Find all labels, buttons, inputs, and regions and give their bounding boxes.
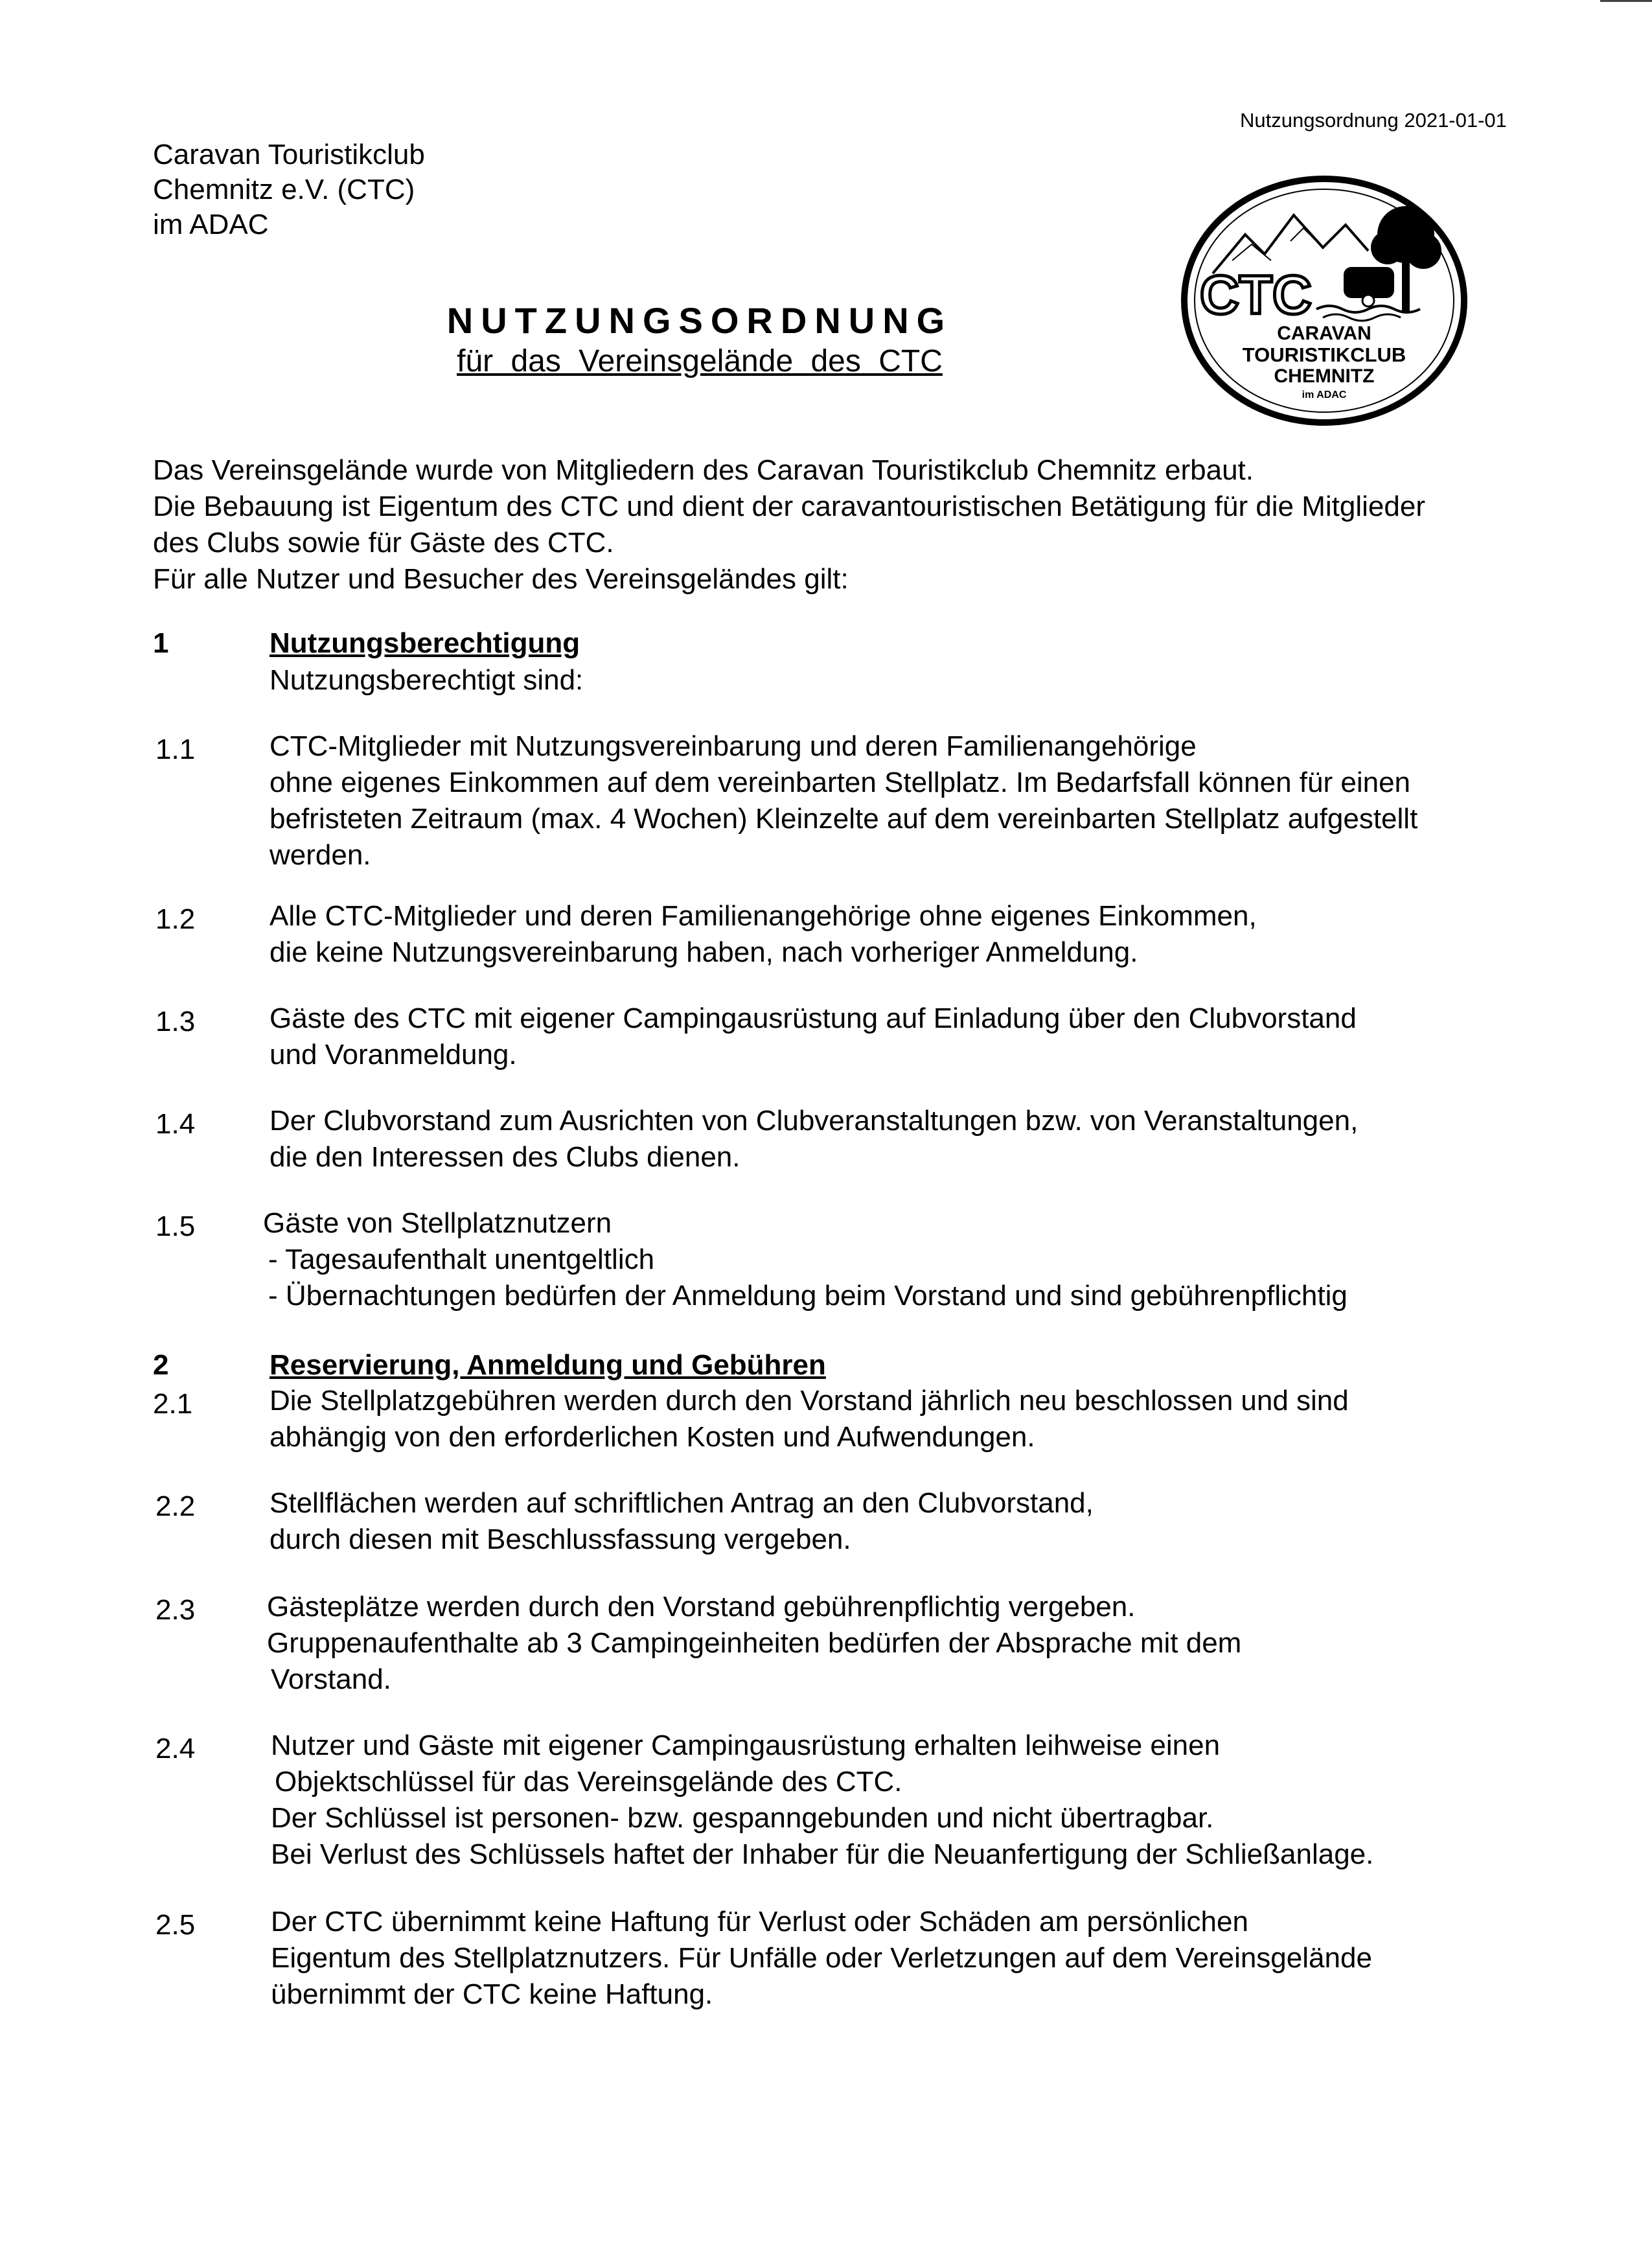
logo-line: CARAVAN [1277, 323, 1371, 344]
document-reference: Nutzungsordnung 2021-01-01 [1240, 109, 1507, 132]
item-line: und Voranmeldung. [270, 1039, 517, 1070]
item-number: 2.3 [155, 1594, 196, 1626]
item-text [271, 1728, 1373, 1873]
item-line: Stellflächen werden auf schriftlichen Antrag an den Clubvorstand, [270, 1487, 1094, 1519]
club-line: Chemnitz e.V. (CTC) [153, 174, 415, 205]
item-text [270, 1383, 1349, 1455]
document-subtitle: für das Vereinsgelände des CTC [457, 344, 943, 378]
section-number: 1 [153, 627, 169, 659]
ctc-club-logo [1174, 163, 1472, 429]
item-line: abhängig von den erforderlichen Kosten und Aufwendungen. [270, 1421, 1035, 1453]
item-number: 1.1 [155, 734, 196, 765]
item-line: ohne eigenes Einkommen auf dem vereinbarten Stellplatz. Im Bedarfsfall können für einen [270, 767, 1411, 798]
logo-line: CHEMNITZ [1274, 365, 1375, 387]
item-text [270, 728, 1417, 874]
intro-line: des Clubs sowie für Gäste des CTC. [153, 527, 614, 559]
item-number: 1.2 [155, 903, 196, 935]
intro-line: Das Vereinsgelände wurde von Mitgliedern des Caravan Touristikclub Chemnitz erbaut. [153, 454, 1254, 486]
item-line: Bei Verlust des Schlüssels haftet der Inhaber für die Neuanfertigung der Schließanlage. [271, 1838, 1374, 1870]
item-number: 1.5 [155, 1210, 196, 1242]
club-line: Caravan Touristikclub [153, 139, 425, 170]
item-line: die den Interessen des Clubs dienen. [270, 1141, 740, 1173]
item-line: - Tagesaufenthalt unentgeltlich [268, 1244, 655, 1275]
logo-abbr: CTC [1200, 264, 1312, 325]
item-line: Der Clubvorstand zum Ausrichten von Clubveranstaltungen bzw. von Veranstaltungen, [270, 1105, 1359, 1137]
intro-paragraph [153, 452, 1425, 597]
item-line: befristeten Zeitraum (max. 4 Wochen) Kleinzelte auf dem vereinbarten Stellplatz aufgestellt [270, 803, 1418, 835]
club-address [153, 137, 425, 242]
item-text [270, 1001, 1357, 1073]
item-line: durch diesen mit Beschlussfassung vergeben. [270, 1523, 851, 1555]
item-line: Vorstand. [271, 1663, 391, 1695]
item-line: Gäste von Stellplatznutzern [263, 1207, 612, 1239]
item-number: 1.3 [155, 1006, 196, 1037]
item-line: CTC-Mitglieder mit Nutzungsvereinbarung und deren Familienangehörige [270, 730, 1197, 762]
club-line: im ADAC [153, 209, 269, 240]
section-lead-line: Nutzungsberechtigt sind: [270, 664, 584, 696]
logo-line: TOURISTIKCLUB [1242, 343, 1406, 366]
item-line: werden. [270, 839, 371, 871]
item-line: Gruppenaufenthalte ab 3 Campingeinheiten bedürfen der Absprache mit dem [267, 1627, 1242, 1659]
section-title: Nutzungsberechtigung [270, 627, 580, 659]
caravan-icon [1344, 267, 1394, 298]
section-number: 2 [153, 1349, 169, 1381]
logo-line: im ADAC [1302, 389, 1347, 400]
item-number: 2.1 [153, 1388, 193, 1420]
item-line: Objektschlüssel für das Vereinsgelände des CTC. [275, 1766, 902, 1798]
item-text [270, 1103, 1358, 1175]
item-number: 2.5 [155, 1909, 196, 1941]
item-number: 1.4 [155, 1108, 196, 1140]
intro-line: Für alle Nutzer und Besucher des Vereinsgeländes gilt: [153, 563, 849, 595]
item-line: Alle CTC-Mitglieder und deren Familienangehörige ohne eigenes Einkommen, [270, 900, 1257, 932]
item-text [270, 898, 1257, 971]
item-line: Der Schlüssel ist personen- bzw. gespanngebunden und nicht übertragbar. [271, 1802, 1214, 1834]
item-line: übernimmt der CTC keine Haftung. [271, 1978, 713, 2010]
item-text [263, 1205, 1348, 1314]
intro-line: Die Bebauung ist Eigentum des CTC und dient der caravantouristischen Betätigung für die Mitglieder [153, 491, 1425, 522]
item-number: 2.4 [155, 1733, 196, 1765]
item-line: die keine Nutzungsvereinbarung haben, nach vorheriger Anmeldung. [270, 936, 1138, 968]
item-text [270, 1485, 1094, 1558]
item-text [271, 1904, 1372, 2013]
item-line: Nutzer und Gäste mit eigener Campingausrüstung erhalten leihweise einen [271, 1730, 1221, 1761]
item-line: - Übernachtungen bedürfen der Anmeldung beim Vorstand und sind gebührenpflichtig [268, 1280, 1348, 1312]
item-line: Gäste des CTC mit eigener Campingausrüstung auf Einladung über den Clubvorstand [270, 1002, 1357, 1034]
section-lead [270, 662, 583, 699]
document-title: NUTZUNGSORDNUNG [446, 300, 953, 341]
item-text [267, 1589, 1241, 1698]
scan-edge-mark [1600, 0, 1652, 2]
item-line: Gästeplätze werden durch den Vorstand gebührenpflichtig vergeben. [267, 1591, 1136, 1623]
item-number: 2.2 [155, 1490, 196, 1522]
section-title: Reservierung, Anmeldung und Gebühren [270, 1349, 826, 1381]
item-line: Der CTC übernimmt keine Haftung für Verlust oder Schäden am persönlichen [271, 1906, 1248, 1938]
item-line: Die Stellplatzgebühren werden durch den Vorstand jährlich neu beschlossen und sind [270, 1385, 1349, 1417]
item-line: Eigentum des Stellplatznutzers. Für Unfälle oder Verletzungen auf dem Vereinsgelände [271, 1942, 1372, 1974]
